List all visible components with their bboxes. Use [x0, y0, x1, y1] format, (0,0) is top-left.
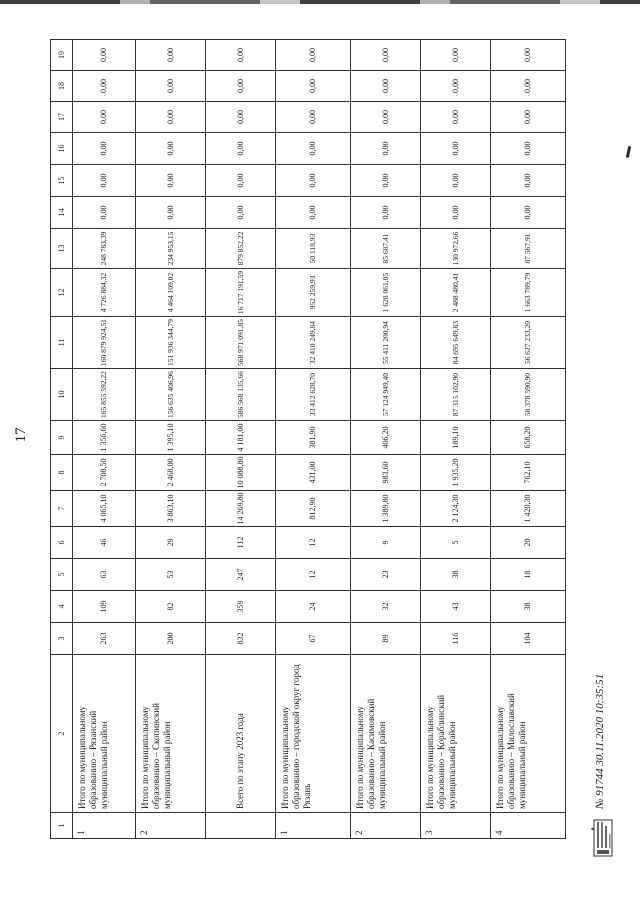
- value-cell-col-9: 406,20: [351, 421, 421, 455]
- column-number-header: 13: [51, 229, 73, 269]
- municipality-name-cell: [421, 655, 491, 813]
- value-cell-col-9: 4 181,00: [206, 421, 276, 455]
- column-number-header: 12: [51, 269, 73, 317]
- value-cell-col-15: 0,00: [136, 165, 206, 197]
- column-number-header: 1: [51, 813, 73, 839]
- value-cell-col-9: 1 356,60: [73, 421, 136, 455]
- value-cell-col-15: 0,00: [73, 165, 136, 197]
- value-cell-col-13: 879 852,22: [206, 229, 276, 269]
- value-cell-col-8: 10 088,80: [206, 455, 276, 491]
- value-cell-col-17: 0,00: [73, 102, 136, 133]
- municipality-name-line: Итого по муниципальному: [140, 706, 150, 809]
- value-cell-col-16: 0,00: [421, 133, 491, 165]
- value-cell-col-6: 112: [206, 527, 276, 559]
- municipality-name-line: муниципальный район: [99, 721, 109, 809]
- municipality-row: [421, 40, 491, 839]
- column-number-header: 17: [51, 102, 73, 133]
- value-cell-col-4: 82: [136, 591, 206, 623]
- municipality-name-line: образованию – Рязанский: [88, 710, 98, 809]
- column-number-header: 6: [51, 527, 73, 559]
- value-cell-col-7: 2 124,30: [421, 491, 491, 527]
- value-cell-col-3: 832: [206, 623, 276, 655]
- value-cell-col-14: 0,00: [351, 197, 421, 229]
- value-cell-col-13: 234 953,15: [136, 229, 206, 269]
- value-cell-col-10: 58 378 590,90: [491, 369, 566, 421]
- value-cell-col-8: 983,60: [351, 455, 421, 491]
- value-cell-col-3: 104: [491, 623, 566, 655]
- value-cell-col-10: 87 315 102,90: [421, 369, 491, 421]
- value-cell-col-18: 0,00: [136, 71, 206, 102]
- column-number-header: 8: [51, 455, 73, 491]
- registration-number-text: № 91744 30.11.2020 10:35:51: [594, 673, 606, 809]
- municipality-name-line: Рязань: [302, 783, 312, 809]
- value-cell-col-15: 0,00: [351, 165, 421, 197]
- value-cell-col-17: 0,00: [206, 102, 276, 133]
- value-cell-col-12: 1 628 061,05: [351, 269, 421, 317]
- value-cell-col-18: 0,00: [351, 71, 421, 102]
- value-cell-col-4: 109: [73, 591, 136, 623]
- column-number-header: 14: [51, 197, 73, 229]
- row-number-cell: 1: [73, 813, 136, 839]
- value-cell-col-9: 1 395,10: [136, 421, 206, 455]
- column-number-header: 2: [51, 655, 73, 813]
- value-cell-col-16: 0,00: [136, 133, 206, 165]
- value-cell-col-3: 89: [351, 623, 421, 655]
- stamp-emblem-icon: [591, 817, 615, 857]
- value-cell-col-3: 116: [421, 623, 491, 655]
- column-number-header: 7: [51, 491, 73, 527]
- value-cell-col-16: 0,00: [276, 133, 351, 165]
- value-cell-col-19: 0,00: [276, 40, 351, 71]
- column-number-header: 11: [51, 317, 73, 369]
- value-cell-col-11: 55 411 200,94: [351, 317, 421, 369]
- municipality-name-line: образованию – Скопинский: [151, 703, 161, 809]
- value-cell-col-15: 0,00: [491, 165, 566, 197]
- value-cell-col-10: 586 568 135,66: [206, 369, 276, 421]
- value-cell-col-5: 12: [276, 559, 351, 591]
- column-number-header: 15: [51, 165, 73, 197]
- value-cell-col-13: 248 783,39: [73, 229, 136, 269]
- value-cell-col-19: 0,00: [136, 40, 206, 71]
- column-number-header: 18: [51, 71, 73, 102]
- value-cell-col-19: 0,00: [491, 40, 566, 71]
- municipality-row: [351, 40, 421, 839]
- municipality-name-line: Всего по этапу 2023 года: [235, 713, 245, 809]
- value-cell-col-16: 0,00: [73, 133, 136, 165]
- value-cell-col-5: 38: [421, 559, 491, 591]
- value-cell-col-9: 658,20: [491, 421, 566, 455]
- row-number-cell: 2: [351, 813, 421, 839]
- value-cell-col-12: 4 726 884,32: [73, 269, 136, 317]
- value-cell-col-18: 0,00: [421, 71, 491, 102]
- value-cell-col-7: 1 389,80: [351, 491, 421, 527]
- value-cell-col-17: 0,00: [351, 102, 421, 133]
- value-cell-col-6: 20: [491, 527, 566, 559]
- municipality-name-line: Итого по муниципальному: [355, 706, 365, 809]
- value-cell-col-17: 0,00: [276, 102, 351, 133]
- value-cell-col-19: 0,00: [206, 40, 276, 71]
- value-cell-col-11: 568 971 091,85: [206, 317, 276, 369]
- municipality-name-line: муниципальный район: [447, 721, 457, 809]
- value-cell-col-6: 46: [73, 527, 136, 559]
- value-cell-col-17: 0,00: [136, 102, 206, 133]
- value-cell-col-11: 160 879 924,51: [73, 317, 136, 369]
- value-cell-col-5: 53: [136, 559, 206, 591]
- row-number-cell: 3: [421, 813, 491, 839]
- value-cell-col-14: 0,00: [421, 197, 491, 229]
- value-cell-col-14: 0,00: [206, 197, 276, 229]
- column-number-header: 9: [51, 421, 73, 455]
- municipality-name-line: образованию – Касимовский: [366, 698, 376, 809]
- value-cell-col-8: 2 468,00: [136, 455, 206, 491]
- value-cell-col-6: 9: [351, 527, 421, 559]
- value-cell-col-4: 38: [491, 591, 566, 623]
- municipality-name-cell: [351, 655, 421, 813]
- row-number-cell: [206, 813, 276, 839]
- value-cell-col-5: 247: [206, 559, 276, 591]
- value-cell-col-5: 23: [351, 559, 421, 591]
- value-cell-col-10: 57 124 949,40: [351, 369, 421, 421]
- value-cell-col-10: 156 635 406,96: [136, 369, 206, 421]
- municipality-name-cell: [73, 655, 136, 813]
- value-cell-col-13: 130 972,66: [421, 229, 491, 269]
- value-cell-col-7: 4 065,10: [73, 491, 136, 527]
- value-cell-col-11: 56 627 233,20: [491, 317, 566, 369]
- value-cell-col-14: 0,00: [276, 197, 351, 229]
- value-cell-col-5: 18: [491, 559, 566, 591]
- value-cell-col-3: 200: [136, 623, 206, 655]
- value-cell-col-4: 359: [206, 591, 276, 623]
- value-cell-col-8: 431,00: [276, 455, 351, 491]
- value-cell-col-17: 0,00: [491, 102, 566, 133]
- value-cell-col-12: 1 663 789,79: [491, 269, 566, 317]
- municipality-row: [73, 40, 136, 839]
- value-cell-col-13: 50 118,93: [276, 229, 351, 269]
- row-number-cell: 2: [136, 813, 206, 839]
- value-cell-col-15: 0,00: [206, 165, 276, 197]
- municipality-row: [136, 40, 206, 839]
- value-cell-col-6: 12: [276, 527, 351, 559]
- municipality-name-line: образованию – городской округ город: [291, 664, 301, 809]
- column-number-header: 4: [51, 591, 73, 623]
- value-cell-col-3: 67: [276, 623, 351, 655]
- value-cell-col-18: 0,00: [276, 71, 351, 102]
- value-cell-col-4: 43: [421, 591, 491, 623]
- municipality-name-cell: [491, 655, 566, 813]
- column-number-header: 10: [51, 369, 73, 421]
- value-cell-col-15: 0,00: [421, 165, 491, 197]
- value-cell-col-7: 14 269,80: [206, 491, 276, 527]
- value-cell-col-12: 4 464 109,02: [136, 269, 206, 317]
- value-cell-col-12: 2 488 480,41: [421, 269, 491, 317]
- row-number-cell: 4: [491, 813, 566, 839]
- value-cell-col-6: 5: [421, 527, 491, 559]
- value-cell-col-10: 165 855 592,22: [73, 369, 136, 421]
- column-number-header: 19: [51, 40, 73, 71]
- registration-stamp-logo: [591, 817, 615, 857]
- municipality-row: [276, 40, 351, 839]
- value-cell-col-19: 0,00: [421, 40, 491, 71]
- value-cell-col-16: 0,00: [206, 133, 276, 165]
- value-cell-col-12: 952 259,93: [276, 269, 351, 317]
- municipality-name-line: муниципальный район: [162, 721, 172, 809]
- value-cell-col-15: 0,00: [276, 165, 351, 197]
- municipality-name-cell: [206, 655, 276, 813]
- municipality-name-line: Итого по муниципальному: [495, 706, 505, 809]
- table-header: [51, 40, 73, 839]
- value-cell-col-7: 1 420,30: [491, 491, 566, 527]
- row-number-cell: 1: [276, 813, 351, 839]
- municipality-name-cell: [136, 655, 206, 813]
- value-cell-col-13: 85 687,41: [351, 229, 421, 269]
- value-cell-col-10: 33 412 628,70: [276, 369, 351, 421]
- value-cell-col-7: 812,90: [276, 491, 351, 527]
- value-cell-col-17: 0,00: [421, 102, 491, 133]
- table-body: [73, 40, 566, 839]
- value-cell-col-11: 151 936 344,79: [136, 317, 206, 369]
- value-cell-col-16: 0,00: [491, 133, 566, 165]
- value-cell-col-13: 87 567,91: [491, 229, 566, 269]
- value-cell-col-12: 16 717 191,59: [206, 269, 276, 317]
- value-cell-col-14: 0,00: [136, 197, 206, 229]
- value-cell-col-6: 29: [136, 527, 206, 559]
- value-cell-col-14: 0,00: [491, 197, 566, 229]
- municipality-name-cell: [276, 655, 351, 813]
- value-cell-col-4: 32: [351, 591, 421, 623]
- value-cell-col-3: 263: [73, 623, 136, 655]
- municipality-name-line: муниципальный район: [377, 721, 387, 809]
- column-number-header: 16: [51, 133, 73, 165]
- value-cell-col-7: 3 863,10: [136, 491, 206, 527]
- value-cell-col-11: 32 410 249,84: [276, 317, 351, 369]
- value-cell-col-5: 63: [73, 559, 136, 591]
- data-table: [50, 39, 566, 839]
- column-number-header: 3: [51, 623, 73, 655]
- value-cell-col-18: 0,00: [206, 71, 276, 102]
- value-cell-col-9: 189,10: [421, 421, 491, 455]
- municipality-name-line: Итого по муниципальному: [77, 706, 87, 809]
- municipality-name-line: муниципальный район: [517, 721, 527, 809]
- municipality-name-line: Итого по муниципальному: [425, 706, 435, 809]
- value-cell-col-9: 381,90: [276, 421, 351, 455]
- column-number-header: 5: [51, 559, 73, 591]
- municipality-name-line: Итого по муниципальному: [280, 706, 290, 809]
- value-cell-col-11: 84 695 649,83: [421, 317, 491, 369]
- value-cell-col-14: 0,00: [73, 197, 136, 229]
- municipality-name-line: образованию – Милославский: [506, 693, 516, 809]
- value-cell-col-19: 0,00: [73, 40, 136, 71]
- stage-total-row: [206, 40, 276, 839]
- municipality-name-line: образованию – Кораблинский: [436, 694, 446, 809]
- value-cell-col-18: 0,00: [491, 71, 566, 102]
- value-cell-col-8: 1 935,20: [421, 455, 491, 491]
- page-number: 17: [13, 427, 29, 443]
- value-cell-col-19: 0,00: [351, 40, 421, 71]
- value-cell-col-16: 0,00: [351, 133, 421, 165]
- municipality-row: [491, 40, 566, 839]
- column-numbers-row: [51, 40, 73, 839]
- value-cell-col-8: 762,10: [491, 455, 566, 491]
- value-cell-col-18: 0,00: [73, 71, 136, 102]
- value-cell-col-4: 24: [276, 591, 351, 623]
- value-cell-col-8: 2 708,50: [73, 455, 136, 491]
